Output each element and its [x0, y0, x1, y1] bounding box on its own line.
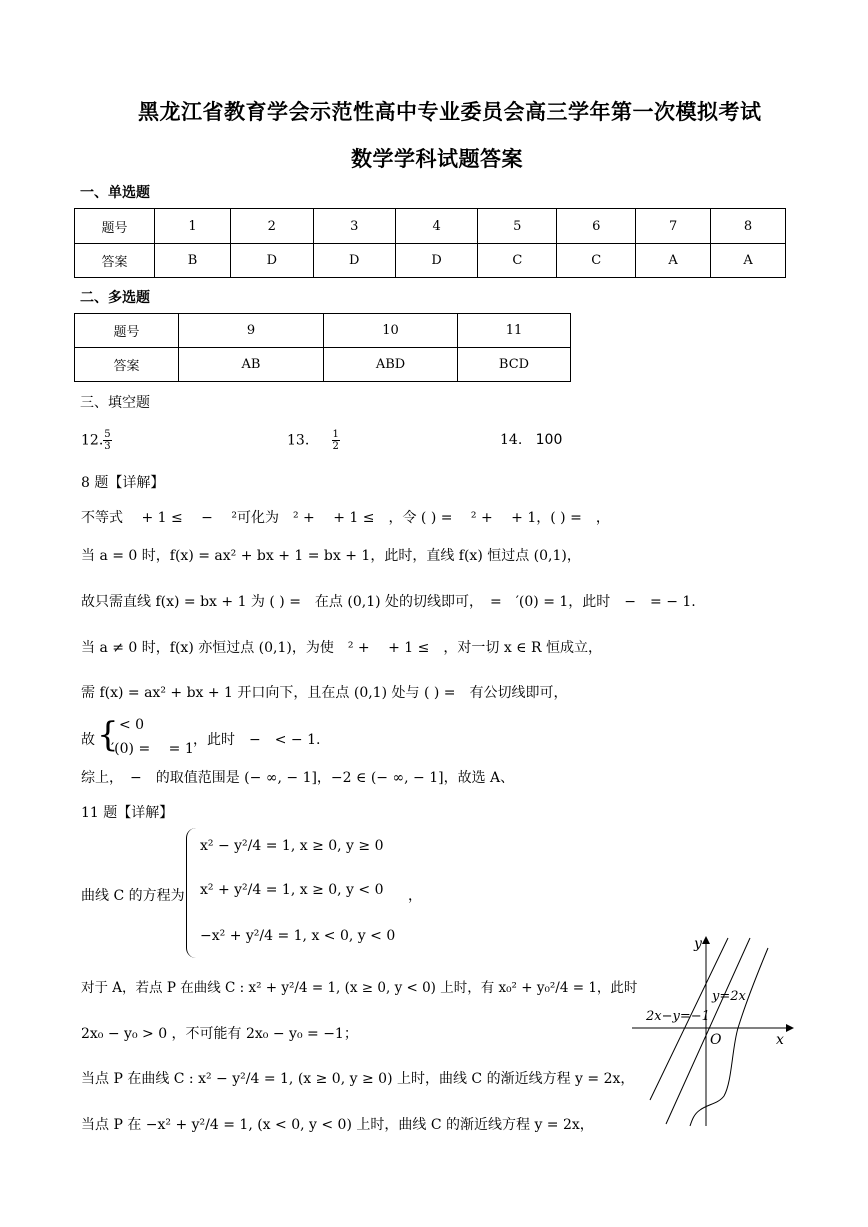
numerator: 1	[332, 429, 339, 440]
table-cell: 10	[324, 314, 458, 348]
y-axis-arrow-icon	[702, 936, 710, 944]
q11-curve-suffix: ，	[408, 888, 422, 904]
q11-case: −x² + y²/4 = 1, x < 0, y < 0	[200, 928, 396, 944]
table-cell: 1	[155, 209, 231, 244]
table-cell: 答案	[75, 244, 155, 278]
multi-choice-answer-table	[74, 313, 571, 382]
denominator: 3	[104, 441, 111, 452]
answer-13	[287, 429, 340, 452]
table-cell: BCD	[458, 348, 571, 382]
q11-case: x² − y²/4 = 1, x ≥ 0, y ≥ 0	[200, 838, 384, 854]
answer-12-label: 12.	[81, 432, 104, 449]
table-cell: 4	[395, 209, 477, 244]
q11-line: 2x₀ − y₀ > 0 ，不可能有 2x₀ − y₀ = −1；	[81, 1026, 358, 1042]
q8-system-prefix: 故	[81, 732, 95, 748]
q11-case: x² + y²/4 = 1, x ≥ 0, y < 0	[200, 882, 384, 898]
brace-icon: {	[97, 715, 119, 755]
answer-14-label: 14.	[500, 432, 523, 448]
single-choice-answer-table	[74, 208, 786, 278]
table-cell: 7	[636, 209, 711, 244]
numerator: 5	[104, 429, 111, 440]
table-cell: 题号	[75, 209, 155, 244]
table-cell: AB	[179, 348, 324, 382]
denominator: 2	[332, 441, 339, 452]
table-cell: D	[231, 244, 313, 278]
q11-line: 当点 P 在曲线 C : x² − y²/4 = 1, (x ≥ 0, y ≥ 0) 上时，曲线 C 的渐近线方程 y = 2x，	[81, 1071, 635, 1087]
q8-system-row: < 0	[119, 717, 145, 733]
table-cell: D	[313, 244, 395, 278]
origin-label: O	[710, 1032, 722, 1048]
q8-system-row: ′(0) = = 1	[111, 741, 194, 757]
table-cell: 2	[231, 209, 313, 244]
curve-figure	[628, 932, 794, 1128]
answer-14	[500, 432, 562, 448]
brace-icon	[186, 828, 199, 958]
section-heading-single-choice: 一、单选题	[80, 185, 150, 201]
q11-line: 当点 P 在 −x² + y²/4 = 1, (x < 0, y < 0) 上时，曲线 C 的渐近线方程 y = 2x，	[81, 1117, 594, 1133]
q8-line: 当 a ≠ 0 时，f(x) 亦恒过点 (0,1)，为使 ² + + 1 ≤ ，对一切 x ∈ R 恒成立，	[81, 640, 602, 656]
table-cell: D	[395, 244, 477, 278]
table-cell: 题号	[75, 314, 179, 348]
answer-12	[81, 429, 112, 452]
table-cell: B	[155, 244, 231, 278]
q11-curve-prefix: 曲线 C 的方程为	[81, 888, 185, 904]
table-cell: 6	[557, 209, 636, 244]
table-cell: A	[711, 244, 786, 278]
table-cell: 5	[478, 209, 557, 244]
table-cell: 3	[313, 209, 395, 244]
table-cell: ABD	[324, 348, 458, 382]
table-cell: 答案	[75, 348, 179, 382]
table-cell: 9	[179, 314, 324, 348]
answer-13-fraction	[332, 429, 340, 452]
answer-13-label: 13.	[287, 432, 310, 449]
y-axis-label: y	[694, 936, 702, 952]
page-subtitle: 数学学科试题答案	[351, 146, 523, 171]
table-cell: 11	[458, 314, 571, 348]
asymptote-label: y=2x	[712, 989, 746, 1004]
q8-line: 故只需直线 f(x) = bx + 1 为 ( ) = 在点 (0,1) 处的切线即可， = ′(0) = 1，此时 − = − 1.	[81, 594, 696, 610]
q8-line: 需 f(x) = ax² + bx + 1 开口向下，且在点 (0,1) 处与 ( ) = 有公切线即可，	[81, 685, 568, 701]
section-heading-fill-in: 三、填空题	[80, 395, 150, 411]
q8-line: 当 a = 0 时，f(x) = ax² + bx + 1 = bx + 1，此时，直线 f(x) 恒过点 (0,1)，	[81, 548, 581, 564]
q8-heading: 8 题【详解】	[81, 475, 165, 491]
page-title: 黑龙江省教育学会示范性高中专业委员会高三学年第一次模拟考试	[138, 99, 762, 124]
table-cell: C	[557, 244, 636, 278]
section-heading-multi-choice: 二、多选题	[80, 290, 150, 306]
answer-14-value: 100	[535, 432, 563, 448]
x-axis-arrow-icon	[786, 1024, 794, 1032]
curve-c	[690, 948, 768, 1126]
table-cell: 8	[711, 209, 786, 244]
table-cell: C	[478, 244, 557, 278]
table-cell: A	[636, 244, 711, 278]
q11-heading: 11 题【详解】	[81, 805, 174, 821]
q8-line: 不等式 + 1 ≤ − ²可化为 ² + + 1 ≤ ，令 ( ) = ² + + 1，( ) = ，	[81, 510, 610, 526]
q8-line: 综上， − 的取值范围是 (− ∞, − 1]，−2 ∈ (− ∞, − 1]，故选 A、	[81, 770, 515, 786]
q8-system-suffix: ，此时 − < − 1.	[193, 732, 321, 748]
x-axis-label: x	[776, 1032, 784, 1048]
q11-line: 对于 A，若点 P 在曲线 C : x² + y²/4 = 1, (x ≥ 0, y < 0) 上时，有 x₀² + y₀²/4 = 1，此时	[81, 980, 638, 996]
line-label: 2x−y=−1	[646, 1009, 710, 1024]
answer-12-fraction	[103, 429, 111, 452]
